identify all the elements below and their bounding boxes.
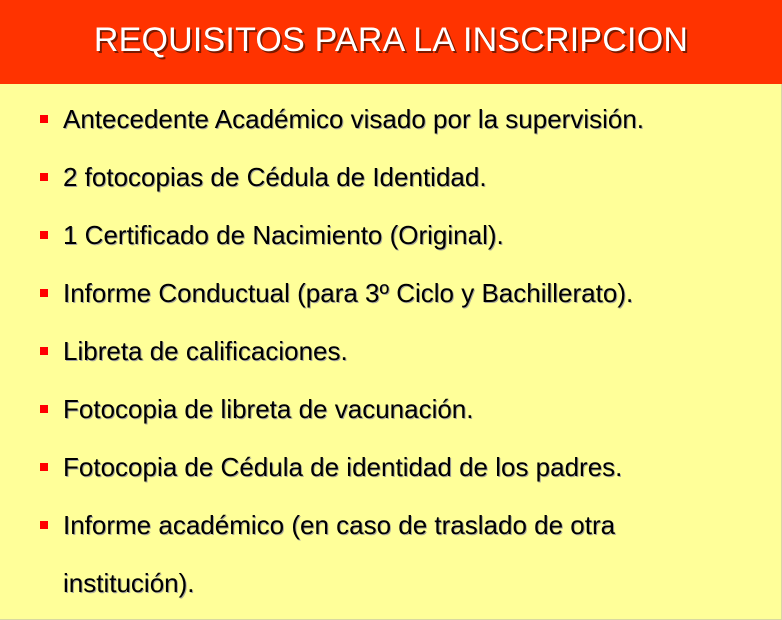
requirement-item <box>0 148 782 206</box>
requirement-item <box>0 264 782 322</box>
requirement-item <box>0 380 782 438</box>
requirement-item <box>0 90 782 148</box>
requirement-text: 2 fotocopias de Cédula de Identidad. <box>63 162 487 192</box>
square-bullet-icon <box>40 521 48 529</box>
requirement-text: 1 Certificado de Nacimiento (Original). <box>63 220 504 250</box>
requirement-item <box>0 206 782 264</box>
requirement-text: Informe Conductual (para 3º Ciclo y Bachillerato). <box>63 278 634 308</box>
requirement-item <box>0 496 782 612</box>
title-banner <box>0 0 782 84</box>
requirements-list <box>0 90 782 612</box>
square-bullet-icon <box>40 463 48 471</box>
page-title: REQUISITOS PARA LA INSCRIPCION <box>93 20 689 59</box>
square-bullet-icon <box>40 231 48 239</box>
square-bullet-icon <box>40 289 48 297</box>
requirement-item <box>0 438 782 496</box>
requirement-text: Fotocopia de Cédula de identidad de los padres. <box>63 452 623 482</box>
requirement-text: Antecedente Académico visado por la supervisión. <box>63 104 645 134</box>
square-bullet-icon <box>40 405 48 413</box>
requirement-text: Informe académico (en caso de traslado de otra institución). <box>63 510 616 598</box>
square-bullet-icon <box>40 173 48 181</box>
requirement-item <box>0 322 782 380</box>
square-bullet-icon <box>40 115 48 123</box>
requirement-text: Fotocopia de libreta de vacunación. <box>63 394 474 424</box>
square-bullet-icon <box>40 347 48 355</box>
requirement-text: Libreta de calificaciones. <box>63 336 348 366</box>
